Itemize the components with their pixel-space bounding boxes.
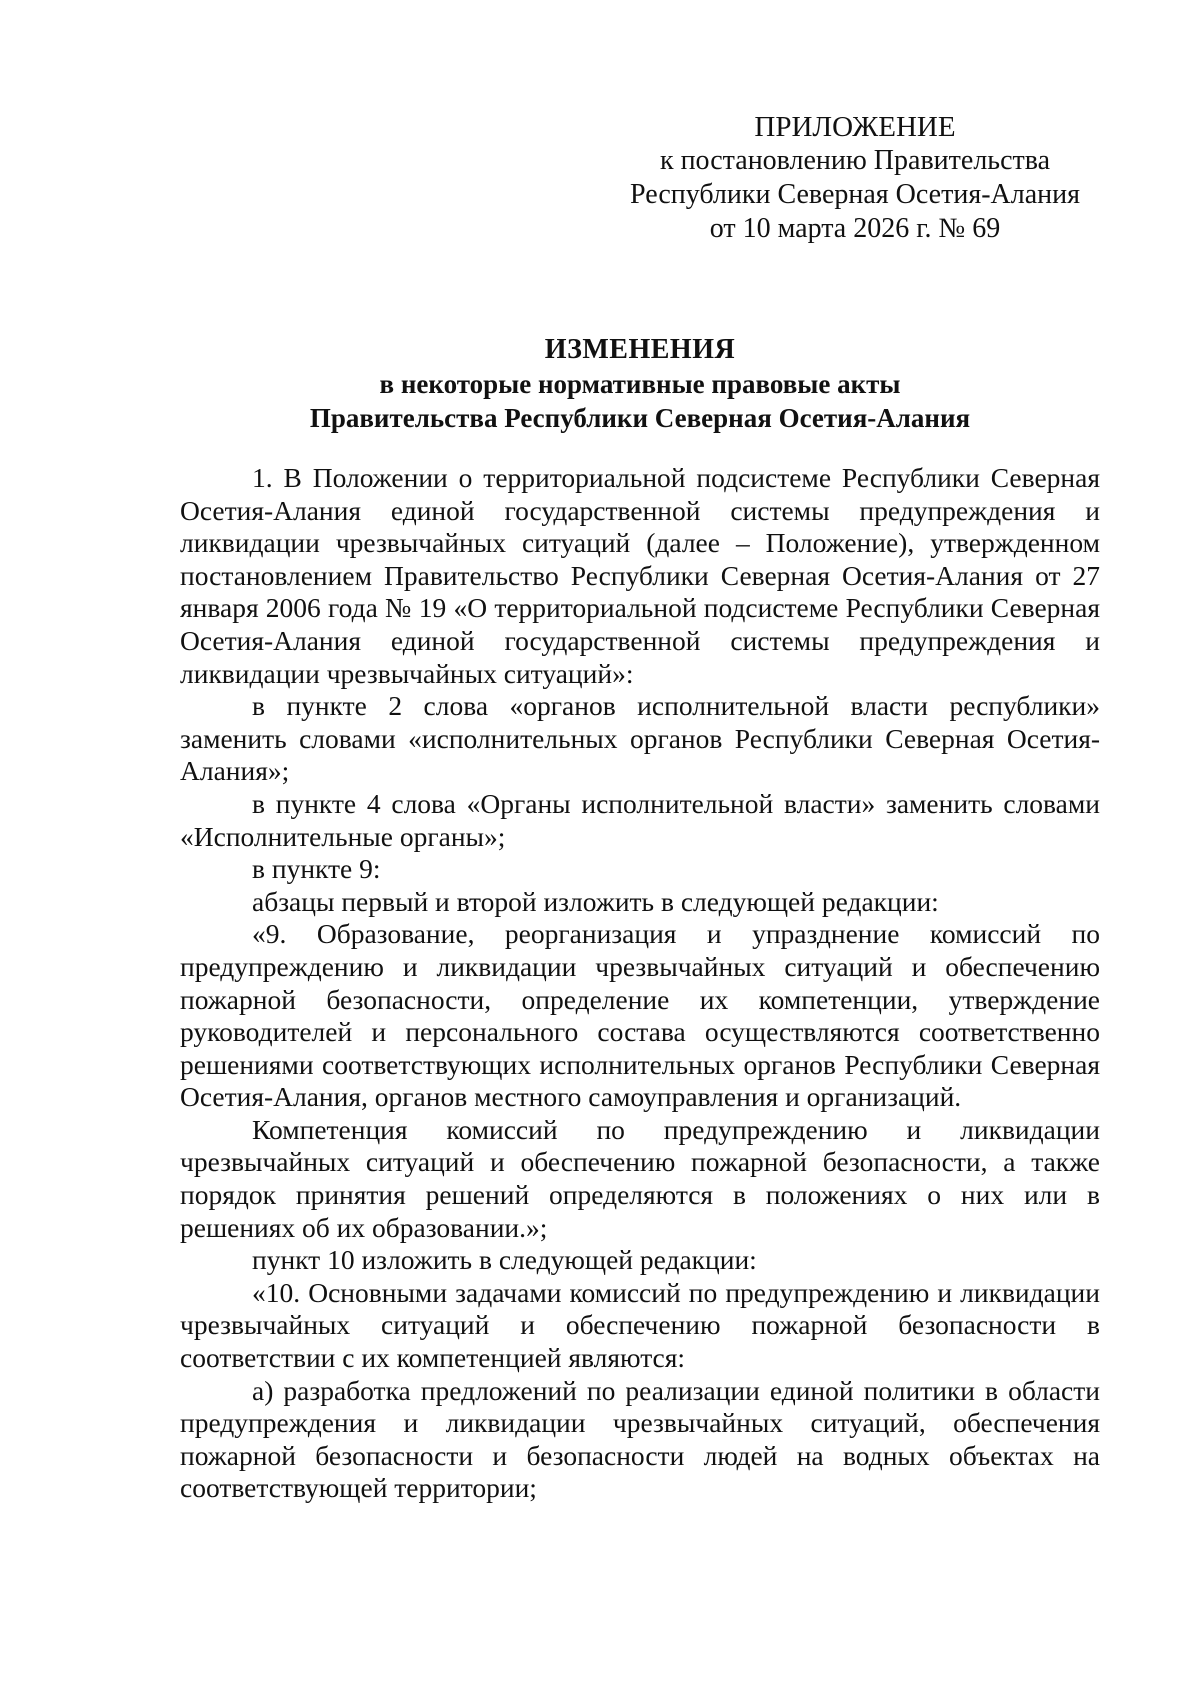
appendix-title: ПРИЛОЖЕНИЕ	[754, 111, 956, 143]
paragraph: 1. В Положении о территориальной подсистеме Республики Северная Осетия-Алания единой государственной системы предупреждения и ликвидации чрезвычайных ситуаций (далее – Положение), утвержденном постановлением Правительство Республики Северная Осетия-Алания от 27 января 2006 года № 19 «О территориальной подсистеме Республики Северная Осетия-Алания единой государственной системы предупреждения и ликвидации чрезвычайных ситуаций»:	[180, 462, 1100, 689]
heading-subtitle-2: Правительства Республики Северная Осетия-Алания	[309, 403, 971, 433]
paragraph: «10. Основными задачами комиссий по предупреждению и ликвидации чрезвычайных ситуаций и обеспечению пожарной безопасности в соответствии с их компетенцией являются:	[180, 1276, 1100, 1374]
paragraph: в пункте 9:	[252, 853, 381, 885]
paragraph: «9. Образование, реорганизация и упразднение комиссий по предупреждению и ликвидации чрезвычайных ситуаций и обеспечению пожарной безопасности, определение их компетенции, утверждение руководителей и персонального состава осуществляются соответственно решениями соответствующих исполнительных органов Республики Северная Осетия-Алания, органов местного самоуправления и организаций.	[180, 918, 1100, 1113]
paragraph: в пункте 4 слова «Органы исполнительной власти» заменить словами «Исполнительные органы»;	[180, 787, 1100, 852]
heading-title: ИЗМЕНЕНИЯ	[544, 334, 736, 365]
document-heading	[180, 333, 1100, 435]
paragraph: в пункте 2 слова «органов исполнительной власти республики» заменить словами «исполнительных органов Республики Северная Осетия-Алания»;	[180, 690, 1100, 787]
paragraph: абзацы первый и второй изложить в следующей редакции:	[252, 885, 939, 917]
paragraph: а) разработка предложений по реализации единой политики в области предупреждения и ликвидации чрезвычайных ситуаций, обеспечения пожарной безопасности и безопасности людей на водных объектах на соответствующей территории;	[180, 1374, 1100, 1504]
heading-subtitle-1: в некоторые нормативные правовые акты	[379, 369, 901, 399]
appendix-line-2: Республики Северная Осетия-Алания	[630, 179, 1080, 210]
appendix-line-1: к постановлению Правительства	[659, 145, 1051, 176]
appendix-line-3: от 10 марта 2026 г. № 69	[709, 213, 1001, 244]
paragraph: пункт 10 изложить в следующей редакции:	[252, 1244, 757, 1276]
document-body	[180, 462, 1100, 1505]
appendix-block	[620, 110, 1090, 246]
paragraph: Компетенция комиссий по предупреждению и ликвидации чрезвычайных ситуаций и обеспечению пожарной безопасности, а также порядок принятия решений определяются в положениях о них или в решениях об их образовании.»;	[180, 1113, 1100, 1243]
